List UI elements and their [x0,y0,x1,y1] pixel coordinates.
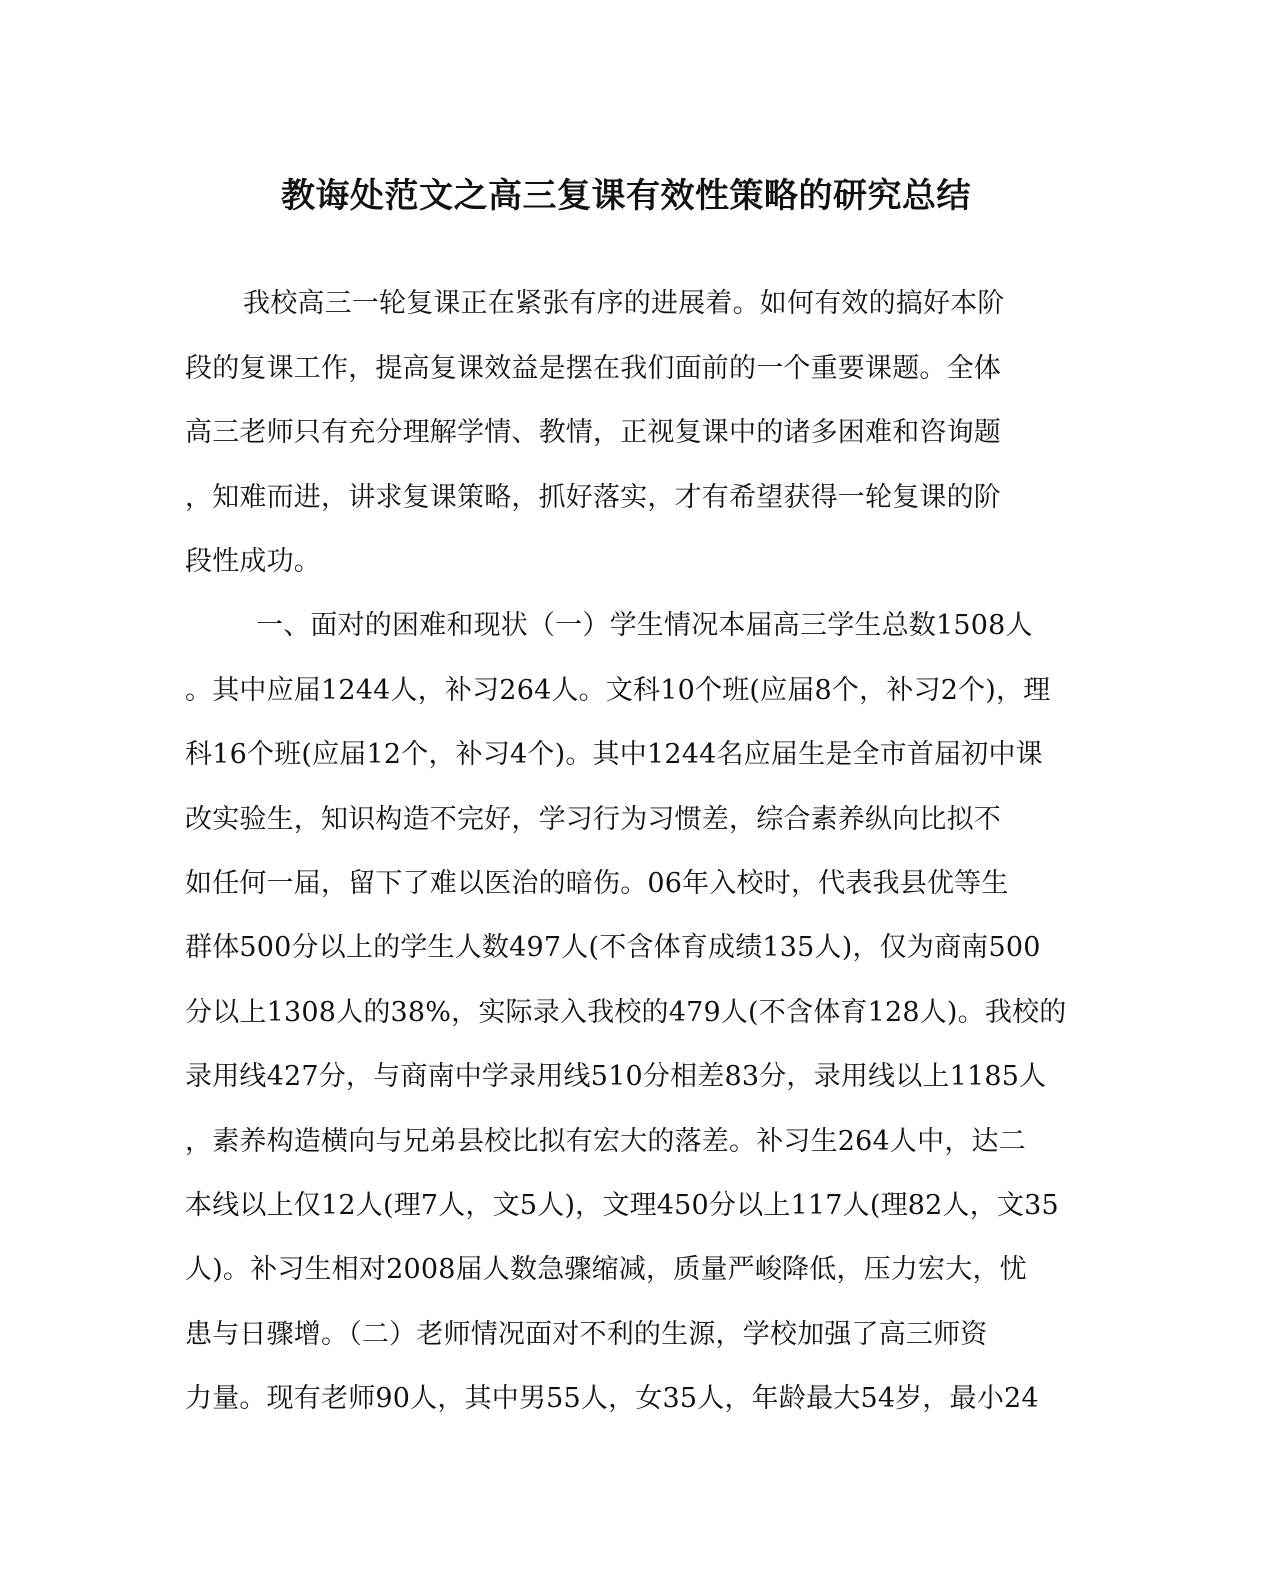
paragraph-2-line-1: 一、面对的困难和现状（一）学生情况本届高三学生总数1508人 [256,610,1033,641]
paragraph-1-line-4: ，知难而进，讲求复课策略，抓好落实，才有希望获得一轮复课的阶 [185,482,1001,513]
paragraph-2-line-2: 。其中应届1244人，补习264人。文科10个班(应届8个，补习2个)，理 [185,675,1051,706]
paragraph-2-line-8: 录用线427分，与商南中学录用线510分相差83分，录用线以上1185人 [185,1061,1047,1092]
paragraph-1-line-1: 我校高三一轮复课正在紧张有序的进展着。如何有效的搞好本阶 [243,288,1005,319]
paragraph-1-line-3: 高三老师只有充分理解学情、教情，正视复课中的诸多困难和咨询题 [185,417,1001,448]
paragraph-2-line-7: 分以上1308人的38%，实际录入我校的479人(不含体育128人)。我校的 [185,997,1067,1028]
paragraph-1-line-5: 段性成功。 [185,546,321,577]
paragraph-2-line-12: 患与日骤增。（二）老师情况面对不利的生源，学校加强了高三师资 [185,1319,988,1350]
paragraph-2-line-11: 人)。补习生相对2008届人数急骤缩减，质量严峻降低，压力宏大，忧 [185,1254,1027,1285]
paragraph-1-line-2: 段的复课工作，提高复课效益是摆在我们面前的一个重要课题。全体 [185,353,1001,384]
paragraph-2-line-6: 群体500分以上的学生人数497人(不含体育成绩135人)，仅为商南500 [185,932,1041,963]
paragraph-2-line-4: 改实验生，知识构造不完好，学习行为习惯差，综合素养纵向比拟不 [185,804,1001,835]
paragraph-2-line-5: 如任何一届，留下了难以医治的暗伤。06年入校时，代表我县优等生 [185,868,1009,899]
document-title: 教诲处范文之高三复课有效性策略的研究总结 [281,176,971,216]
paragraph-2-line-3: 科16个班(应届12个，补习4个)。其中1244名应届生是全市首届初中课 [185,739,1043,770]
paragraph-2-line-13: 力量。现有老师90人，其中男55人，女35人，年龄最大54岁，最小24 [185,1383,1039,1414]
paragraph-2-line-9: ，素养构造横向与兄弟县校比拟有宏大的落差。补习生264人中，达二 [185,1126,1026,1157]
paragraph-2-line-10: 本线以上仅12人(理7人，文5人)，文理450分以上117人(理82人，文35 [185,1190,1059,1221]
